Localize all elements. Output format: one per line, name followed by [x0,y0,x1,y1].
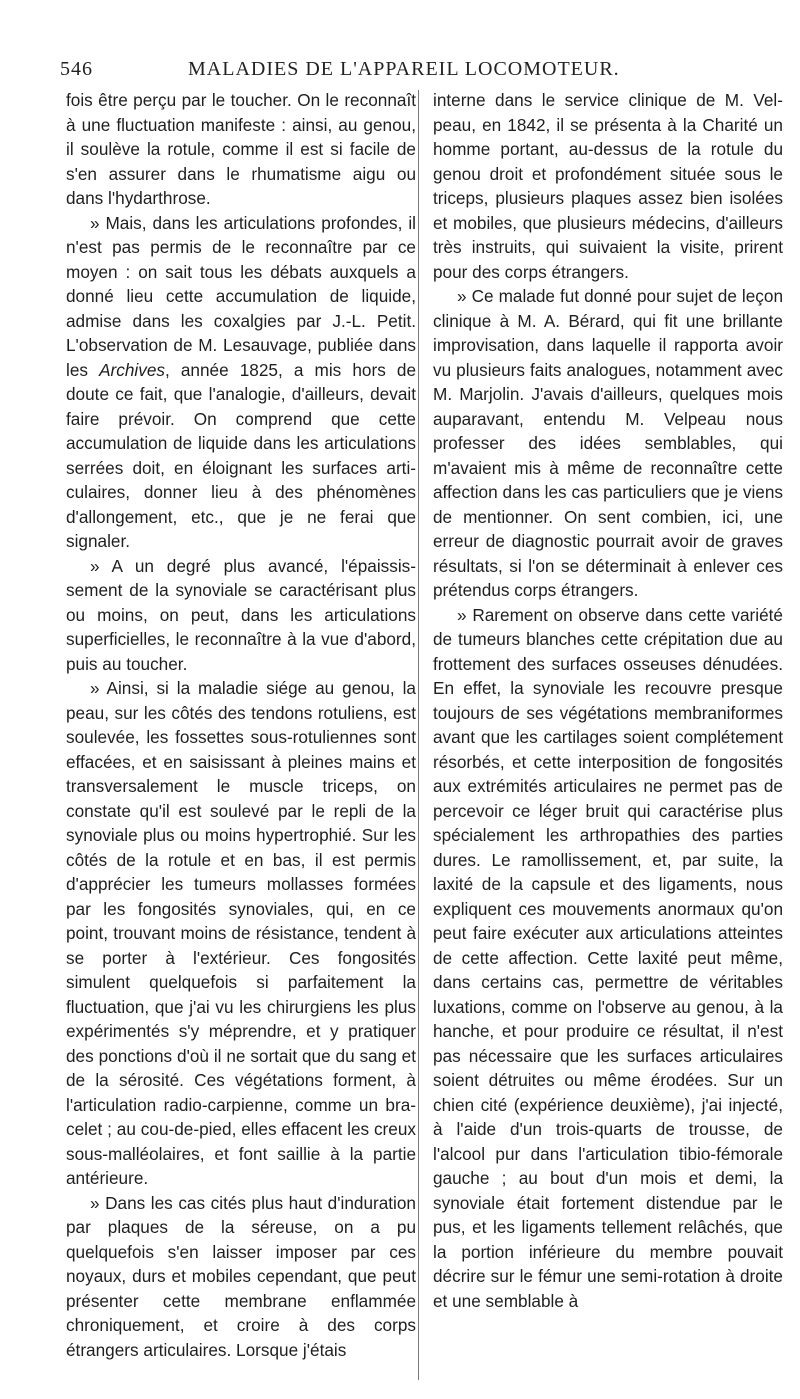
page-number: 546 [60,58,93,80]
left-column [66,88,416,1362]
paragraph: » Dans les cas cités plus haut d'induration par plaques de la séreuse, on a pu quelquefois s'en laisser imposer par ces noyaux, durs et mobiles cependant, que peut présenter cette membrane enflammée chroniquement, et croire à des corps étrangers articulaires. Lorsque j'étais [66,1192,416,1360]
paragraph: » Ce malade fut donné pour sujet de leçon clinique à M. A. Bérard, qui fit une brillante improvisation, dans laquelle il rapporta avoir vu plusieurs faits analogues, notamment avec M. Marjolin. J'avais d'ailleurs, quelques mois auparavant, entendu M. Velpeau nous professer des idées semblables, qui m'avaient mis à même de reconnaître cette affection dans les cas particuliers que je viens de mentionner. On sent combien, ici, une erreur de diagnostic pourrait avoir de graves résultats, si l'on se déterminait à enlever ces prétendus corps étrangers. [433,286,783,600]
paragraph: » Ainsi, si la maladie siége au genou, la peau, sur les côtés des tendons rotuliens, est soulevée, les fossettes sous-rotuliennes sont effacées, et en saisissant à pleines mains et transversalement le muscle triceps, on constate qu'il est soulevé par le repli de la synoviale plus ou moins hypertrophié. Sur les côtés de la rotule et en bas, il est permis d'apprécier les tumeurs mollasses formées par les fongosités synoviales, qui, en ce point, trouvant moins de résistance, tendent à se porter à l'extérieur. Ces fongosités simulent quelquefois si parfaitement la fluctuation, que j'ai vu les chirurgiens les plus expérimentés s'y méprendre, et y pratiquer des ponctions d'où il ne sortait que du sang et de la sérosité. Ces végétations forment, à l'articulation radio-carpienne, comme un bracelet ; au cou-de-pied, elles effacent les creux sous-malléolaires, et font saillie à la partie antérieure. [66,678,416,1188]
paragraph: » A un degré plus avancé, l'épaississement de la synoviale se caractérisant plus ou moins, on peut, dans les articulations superficielles, le reconnaître à la vue d'abord, puis au toucher. [66,555,416,674]
running-title: MALADIES DE L'APPAREIL LOCOMOTEUR. [188,58,620,80]
column-divider [418,90,419,1380]
paragraph: » Rarement on observe dans cette variété de tumeurs blanches cette crépitation due au frottement des surfaces osseuses dénudées. En effet, la synoviale les recouvre presque toujours de ses végétations membraniformes avant que les cartilages soient complétement résorbés, et cette interposition de fongosités aux extrémités articulaires ne permet pas de percevoir ce léger bruit qui caractérise plus spécialement les arthropathies des parties dures. Le ramollissement, et, par suite, la laxité de la capsule et des ligaments, nous expliquent ces mouvements anormaux qu'on peut faire exécuter aux articulations atteintes de cette affection. Cette laxité peut même, dans certains cas, permettre de véritables luxations, comme on l'observe au genou, à la hanche, et pour produire ce résultat, il n'est pas nécessaire que les surfaces articulaires soient détruites ou même érodées. Sur un chien cité (expérience deuxième), j'ai injecté, à l'aide d'un trois-quarts de trousse, de l'alcool pur dans l'articulation tibio-fémorale gauche ; au bout d'un mois et demi, la synoviale était fortement distendue par le pus, et les ligaments tellement relâchés, que la portion inférieure du membre pouvait décrire sur le fémur une semi-rotation à droite et une semblable à [433,604,783,1311]
paragraph: interne dans le service clinique de M. Velpeau, en 1842, il se présenta à la Charité un homme portant, au-dessus de la rotule du genou droit et profondément située sous le triceps, plusieurs plaques assez bien isolées et mobiles, que plusieurs médecins, d'ailleurs très instruits, qui suivaient la visite, prirent pour des corps étrangers. [433,90,783,282]
running-head [60,58,740,88]
paragraph: » Mais, dans les articulations profondes, il n'est pas permis de le reconnaître par ce moyen : on sait tous les débats auxquels a donné lieu cette accumulation de liquide, admise dans les coxalgies par J.-L. Petit. L'observation de M. Lesauvage, publiée dans les Archives, année 1825, a mis hors de doute ce fait, que l'analogie, d'ailleurs, devait faire prévoir. On comprend que cette accumulation de liquide dans les articulations serrées doit, en éloignant les surfaces articulaires, donner lieu à des phénomènes d'allongement, etc., que je ne ferai que signaler. [66,212,416,551]
journal-title: Archives [99,359,165,380]
right-column [433,88,783,1313]
paragraph: fois être perçu par le toucher. On le reconnaît à une fluctuation manifeste : ainsi, au genou, il soulève la rotule, comme il est si facile de s'en assurer dans le rhumatisme aigu ou dans l'hydarthrose. [66,90,416,208]
